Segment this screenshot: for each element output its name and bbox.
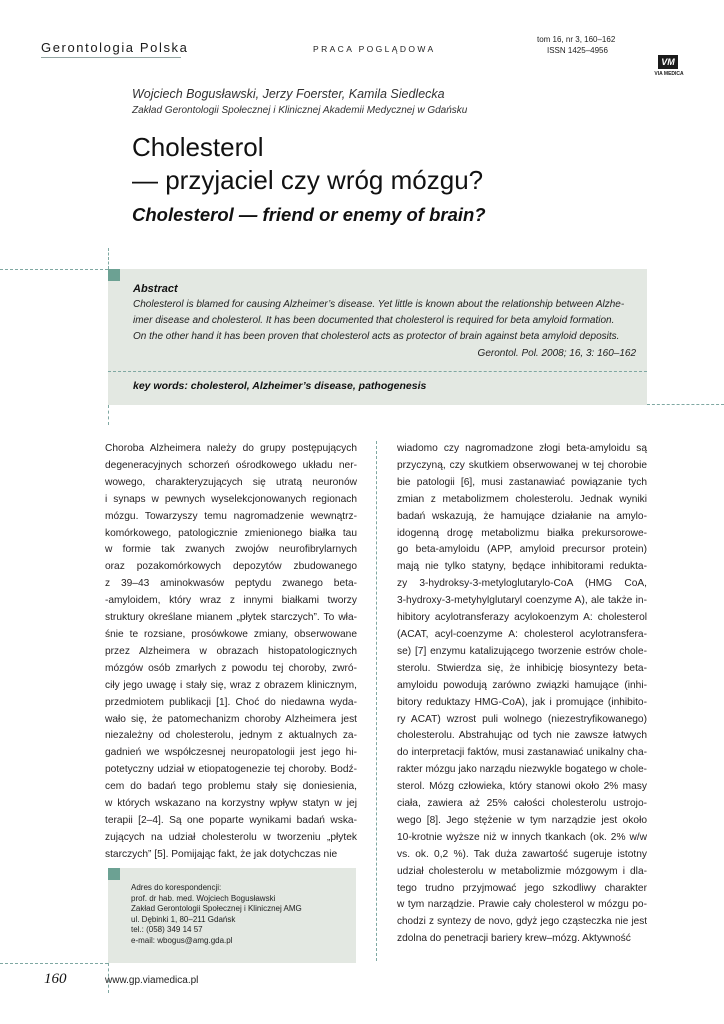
body-text-line: mają nie tylko statyny, będące inhibitorami redukta-: [397, 561, 647, 573]
correspondence-line: ul. Dębinki 1, 80–211 Gdańsk: [131, 914, 236, 924]
divider-line: [0, 269, 108, 270]
body-text-line: sterol. Mózg człowieka, który stanowi około 2% masy: [397, 781, 647, 793]
header-rule: [41, 57, 181, 58]
body-text-line: zmian z metabolizmem cholesterolu. Jednak wyniki: [397, 493, 647, 505]
abstract-marker: [108, 269, 120, 281]
title-line-2: — przyjaciel czy wróg mózgu?: [132, 165, 484, 195]
body-text-line: i synaps w pewnych wyselekcjonowanych regionach: [105, 493, 357, 505]
correspondence-marker: [108, 868, 120, 880]
body-text-line: wiadomo czy nagromadzone złogi beta-amyloidu są: [397, 443, 647, 454]
website-link[interactable]: www.gp.viamedica.pl: [105, 975, 199, 986]
body-text-line: badań wskazują, że hamujące działanie na amylo-: [397, 510, 647, 522]
divider-line: [108, 248, 109, 269]
body-text-line: starczych” [5]. Pomijając fakt, że jak dotychczas nie: [105, 848, 338, 860]
abstract-line: Cholesterol is blamed for causing Alzheimer’s disease. Yet little is known about the relationship between Alzhe-: [133, 299, 625, 310]
body-text-line: ciała, zawiera aż 25% całości cholesterolu ustrojo-: [397, 798, 647, 810]
body-text-line: wowego, charakteryzujących się utratą neuronów: [105, 476, 357, 488]
body-text-line: zujących na udział cholesterolu w tworzeniu „płytek: [105, 831, 357, 843]
keywords: key words: cholesterol, Alzheimer’s disease, pathogenesis: [133, 380, 427, 392]
footer-rule: [0, 963, 108, 964]
divider-line: [108, 405, 109, 425]
body-text-line: gadnień we współczesnej neuropatologii jest jego hi-: [105, 747, 357, 759]
body-text-line: 10-krotnie wyższe niż w innych tkankach (ok. 2% w/w: [397, 831, 647, 843]
body-text-line: struktury określane mianem „płytek starczych”. To wła-: [105, 612, 357, 624]
body-column-left: [105, 441, 357, 864]
body-text-line: mózgu. Towarzyszy temu nagromadzenie wewnątrz-: [105, 510, 357, 522]
journal-name: Gerontologia Polska: [41, 40, 189, 55]
body-text-line: idogenną drogę metabolizmu białka prekursorowe-: [397, 527, 647, 539]
body-text-line: cholesterolu. Abstrahując od tych nie zawsze łatwych: [397, 730, 647, 742]
logo-text: VIA MEDICA: [654, 71, 684, 77]
authors: Wojciech Bogusławski, Jerzy Foerster, Kamila Siedlecka: [132, 87, 445, 101]
abstract-line: On the other hand it has been proven that cholesterol acts as protector of brain against beta amyloid deposits.: [133, 331, 620, 342]
page-number: 160: [44, 971, 67, 987]
volume-info: [537, 35, 627, 56]
volume-line: tom 16, nr 3, 160–162: [537, 35, 616, 44]
body-text-line: komórkowego, patologicznie zmienionego białka tau: [105, 527, 357, 539]
body-text-line: chodzi z syntezy de novo, gdyż jego cząsteczka nie jest: [397, 916, 647, 928]
correspondence-line: tel.: (058) 349 14 57: [131, 925, 203, 935]
body-text-line: śnie te rozsiane, prosówkowe zmiany, obserwowane: [105, 628, 357, 640]
body-text-line: zy 3-hydroksy-3-metyloglutarylo-CoA (HMG CoA,: [397, 578, 647, 590]
body-text-line: zdolna do penetracji bariery krew–mózg. Aktywność: [397, 933, 631, 945]
body-text-line: (ACAT, acyl-coenzyme A: cholesterol acylotransfera-: [397, 628, 647, 640]
body-text-line: do interpretacji faktów, musi zastanawiać unikalny cha-: [397, 747, 647, 759]
body-text-line: Choroba Alzheimera należy do grupy postępujących: [105, 443, 357, 454]
body-text-line: wego [8]. Jego stężenie w tym narządzie jest około: [397, 814, 647, 826]
body-text-line: przyczyną, czy skutkiem obserwowanej w tej chorobie: [397, 459, 647, 471]
body-text-line: tego trudno przyjmować jego szkodliwy charakter: [397, 882, 647, 894]
body-text-line: degeneracyjnych schorzeń ośrodkowego układu ner-: [105, 459, 357, 471]
section-label: PRACA POGLĄDOWA: [313, 44, 436, 54]
affiliation: Zakład Gerontologii Społecznej i Klinicznej Akademii Medycznej w Gdańsku: [132, 105, 468, 116]
body-text-line: przez Alzheimera w obrazach histopatologicznych: [105, 645, 357, 657]
body-text-line: oraz pozakomórkowych depozytów zbudowanego: [105, 561, 357, 573]
correspondence-line: Adres do korespondencji:: [131, 883, 222, 892]
body-text-line: bie patologii [6], musi zastanawiać powiązanie tych: [397, 476, 647, 488]
issn-line: ISSN 1425–4956: [547, 45, 608, 55]
abstract-line: imer disease and cholesterol. It has been documented that cholesterol is required for beta amyloid formation.: [133, 315, 615, 326]
body-text-line: udział cholesterolu w metabolizmie mózgowym i dla-: [397, 865, 647, 877]
body-text-line: vs. ok. 0,2 %). Tak duża zawartość sugeruje istotny: [397, 848, 647, 860]
title-line-1: Cholesterol: [132, 132, 264, 162]
body-text-line: rakter mózgu jako narządu niezwykle bogatego w chole-: [397, 764, 647, 776]
body-text-line: ry ACAT) wzrost puli wolnego (niezestryfikowanego): [397, 713, 647, 725]
body-text-line: -amyloidem, który wraz z innymi białkami tworzy: [105, 595, 357, 607]
correspondence-text: [131, 883, 302, 947]
body-text-line: terapii [2–4]. Są one poparte wynikami badań wska-: [105, 814, 357, 826]
body-text-line: se) [7] enzymu katalizującego tworzenie estrów chole-: [397, 645, 647, 657]
body-text-line: w formie tak zwanych zwojów neurofibrylarnych: [105, 544, 357, 556]
english-title: Cholesterol — friend or enemy of brain?: [132, 204, 486, 225]
correspondence-line: prof. dr hab. med. Wojciech Bogusławski: [131, 893, 276, 903]
body-text-line: potetyczny udział w etiopatogenezie tej choroby. Bodź-: [105, 764, 357, 776]
body-text-line: cem do badań tego problemu stały się doniesienia,: [105, 781, 357, 793]
body-text-line: wało się, że patomechanizm choroby Alzheimera jest: [105, 713, 357, 725]
body-text-line: z 39–43 aminokwasów peptydu zwanego beta-: [105, 578, 357, 590]
body-text-line: przedmiotem publikacji [1]. Choć do niedawna wyda-: [105, 696, 357, 708]
body-text-line: sterolu. Stwierdza się, że inhibicję biosyntezy beta-: [397, 662, 647, 674]
divider-line: [647, 404, 724, 405]
abstract-text: [133, 297, 636, 345]
publisher-logo: [654, 55, 684, 81]
body-text-line: hibitory acylotransferazy acylokoenzym A: cholesterol: [397, 612, 647, 624]
correspondence-line: e-mail: wbogus@amg.gda.pl: [131, 935, 233, 945]
column-divider: [376, 441, 377, 961]
abstract-citation: Gerontol. Pol. 2008; 16, 3: 160–162: [477, 348, 636, 359]
body-text-line: go beta-amyloidu (APP, amyloid precursor protein): [397, 544, 647, 556]
logo-mark: VM: [658, 55, 678, 69]
body-text-line: bitory reduktazy HMG-CoA), jak i promujące (inhibito-: [397, 696, 647, 708]
abstract-heading: Abstract: [133, 283, 178, 295]
body-text-line: w których wskazano na korzystny wpływ statyn w jej: [105, 798, 357, 810]
body-column-right: [397, 441, 647, 948]
body-text-line: niezależny od cholesterolu, jednym z aktualnych za-: [105, 730, 357, 742]
body-text-line: w tym narządzie. Prawie cały cholesterol w mózgu po-: [397, 899, 647, 911]
correspondence-line: Zakład Gerontologii Społecznej i Klinicznej AMG: [131, 904, 302, 914]
body-text-line: mózgów osób zmarłych z powodu tej choroby, zwró-: [105, 662, 357, 674]
body-text-line: 3-hydroxy-3-metyhylglutaryl coenzyme A), ale także in-: [397, 595, 647, 607]
body-text-line: ciły jego uwagę i stały się, wraz z obrazem klinicznym,: [105, 679, 357, 691]
body-text-line: amyloidu powodują zarówno związki hamujące (inhi-: [397, 679, 647, 691]
abstract-separator: [108, 371, 647, 372]
